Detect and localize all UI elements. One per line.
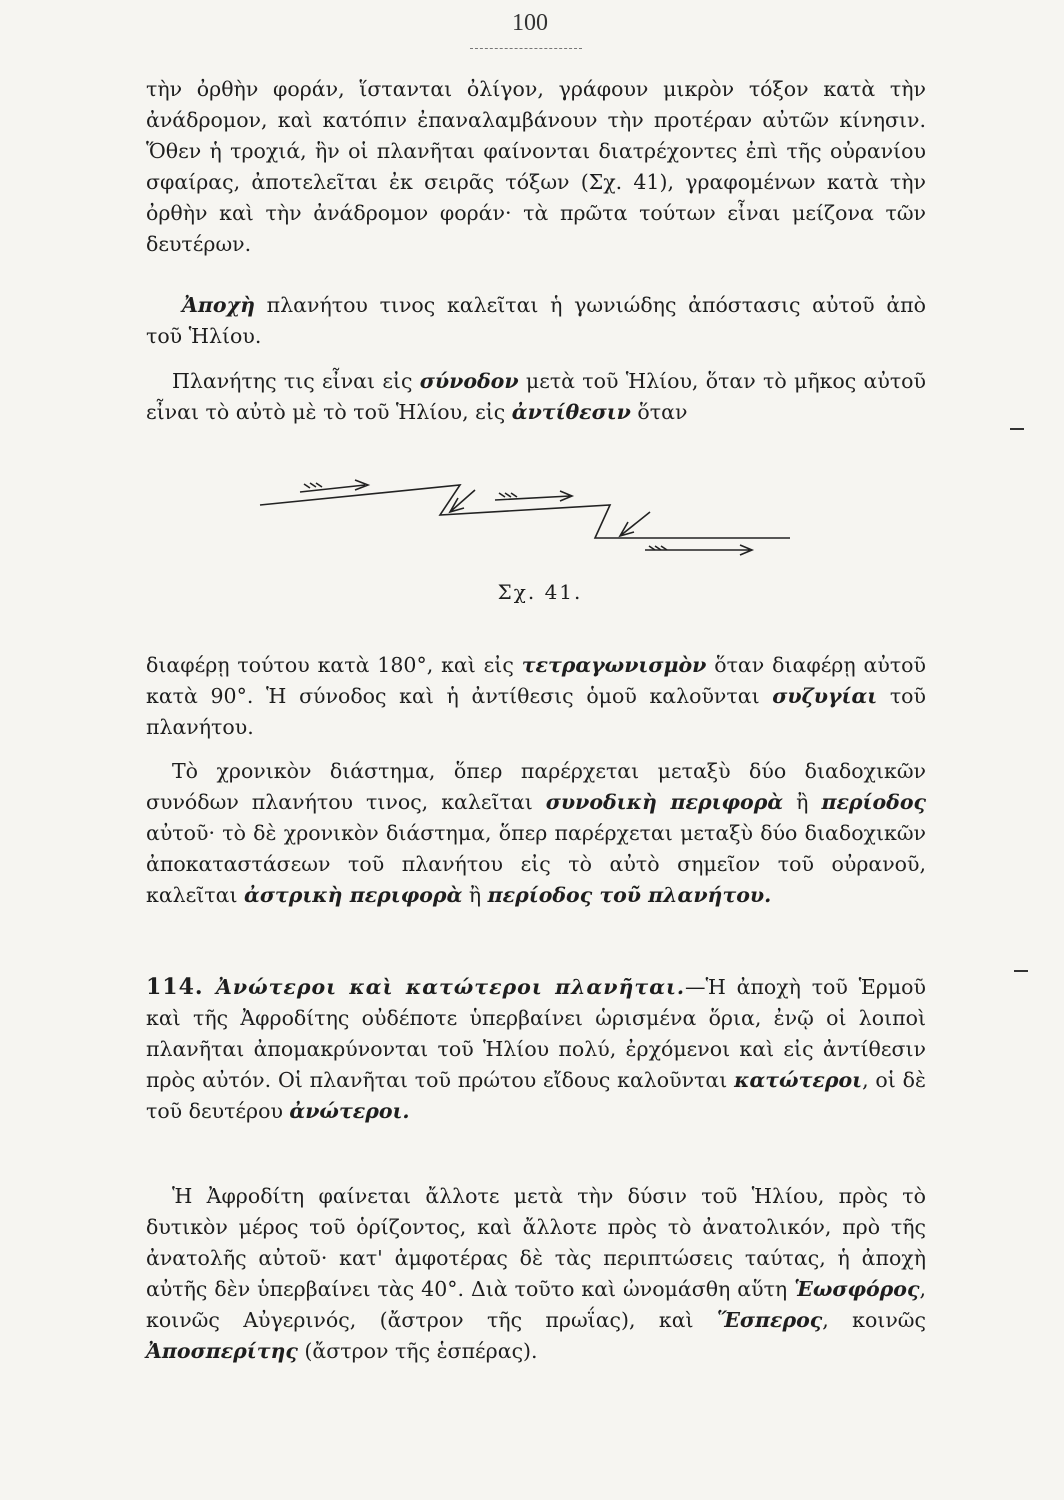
paragraph-elongation-definition — [146, 290, 926, 352]
term-eosphoros: Ἑωσφόρος — [794, 1277, 920, 1301]
paragraph-text: διαφέρῃ τούτου κατὰ 180°, καὶ εἰς — [146, 653, 522, 677]
paragraph-text: Τὸ χρονικὸν διάστημα, ὅπερ παρέρχεται μεταξὺ δύο διαδοχικῶν συνόδων πλανήτου τινος, καλεῖται — [146, 759, 926, 814]
paragraph-text: —Ἡ ἀποχὴ τοῦ Ἑρμοῦ καὶ τῆς Ἀφροδίτης οὐδέποτε ὑπερβαίνει ὡρισμένα ὅρια, ἐνῷ οἱ λοιποὶ πλανῆται ἀπομακρύνονται τοῦ Ἡλίου πολύ, ἐρχόμενοι καὶ εἰς ἀντίθεσιν πρὸς αὐτόν. Οἱ πλανῆται τοῦ πρώτου εἴδους καλοῦνται — [146, 975, 926, 1092]
header-rule — [470, 48, 582, 49]
paragraph-quadrature-syzygy — [146, 650, 926, 743]
term-planet-period: περίοδος τοῦ πλανήτου. — [487, 883, 772, 907]
paragraph-text: (ἄστρον τῆς ἑσπέρας). — [297, 1339, 538, 1363]
direction-arrow — [300, 480, 368, 492]
retrograde-path-diagram — [250, 470, 810, 570]
paragraph-retrograde-motion — [146, 74, 926, 260]
paragraph-text: τοῦ πλανήτου. — [146, 684, 926, 739]
term-sidereal-revolution: ἀστρικὴ περιφορὰ — [244, 883, 463, 907]
page-number: 100 — [512, 10, 548, 36]
paragraph-text: αὐτοῦ· τὸ δὲ χρονικὸν διάστημα, ὅπερ παρέρχεται μεταξὺ δύο διαδοχικῶν ἀποκαταστάσεων τοῦ πλανήτου εἰς τὸ αὐτὸ σημεῖον τοῦ οὐρανοῦ, καλεῖται — [146, 821, 926, 907]
paragraph-conjunction-definition — [146, 366, 926, 428]
term-syzygies: συζυγίαι — [772, 684, 878, 708]
margin-mark — [1010, 428, 1024, 430]
paragraph-venus — [146, 1181, 926, 1367]
paragraph-synodic-sidereal-period — [146, 756, 926, 911]
paragraph-text: τὴν ὀρθὴν φοράν, ἵστανται ὀλίγον, γράφουν μικρὸν τόξον κατὰ τὴν ἀνάδρομον, καὶ κατόπιν ἐπαναλαμβάνουν τὴν προτέραν αὐτῶν κίνησιν. Ὅθεν ἡ τροχιά, ἣν οἱ πλανῆται φαίνονται διατρέχοντες ἐπὶ τῆς οὐρανίου σφαίρας, ἀποτελεῖται ἐκ σειρᾶς τόξων (Σχ. 41), γραφομένων κατὰ τὴν ὀρθὴν καὶ τὴν ἀνάδρομον φοράν· τὰ πρῶτα τούτων εἶναι μείζονα τῶν δευτέρων. — [146, 77, 926, 256]
arrow-fletching — [499, 493, 517, 497]
paragraph-text: πλανήτου τινος καλεῖται ἡ γωνιώδης ἀπόστασις αὐτοῦ ἀπὸ τοῦ Ἡλίου. — [146, 293, 926, 348]
section-title: Ἀνώτεροι καὶ κατώτεροι πλανῆται. — [203, 975, 686, 999]
direction-arrow — [495, 491, 572, 501]
retrograde-arrow — [620, 512, 650, 536]
term-elongation: Ἀποχὴ — [182, 293, 255, 317]
paragraph-text: , κοινῶς — [822, 1308, 926, 1332]
section-number: 114. — [146, 974, 204, 1000]
term-quadrature: τετραγωνισμὸν — [521, 653, 707, 677]
paragraph-text: ὅταν διαφέρῃ αὐτοῦ κατὰ 90°. Ἡ σύνοδος καὶ ἡ ἀντίθεσις ὁμοῦ καλοῦνται — [146, 653, 926, 708]
paragraph-text: , κοινῶς Αὐγερινός, (ἄστρον τῆς πρωΐας), καὶ — [146, 1277, 926, 1332]
section-114-superior-inferior-planets — [146, 972, 926, 1127]
paragraph-text: ὅταν — [630, 400, 688, 424]
term-inferior: κατώτεροι — [734, 1068, 863, 1092]
margin-mark — [1014, 970, 1028, 972]
arrow-fletching — [304, 483, 322, 488]
term-hesperos: Ἕσπερος — [716, 1308, 823, 1332]
paragraph-text: μετὰ τοῦ Ἡλίου, ὅταν τὸ μῆκος αὐτοῦ εἶναι τὸ αὐτὸ μὲ τὸ τοῦ Ἡλίου, εἰς — [146, 369, 926, 424]
figure-41-retrograde-arcs — [250, 470, 810, 570]
paragraph-text: , οἱ δὲ τοῦ δευτέρου — [146, 1068, 926, 1123]
figure-caption: Σχ. 41. — [497, 580, 583, 604]
term-superior: ἀνώτεροι. — [289, 1099, 410, 1123]
term-opposition: ἀντίθεσιν — [511, 400, 631, 424]
term-conjunction: σύνοδον — [419, 369, 519, 393]
paragraph-text: Ἡ Ἀφροδίτη φαίνεται ἄλλοτε μετὰ τὴν δύσιν τοῦ Ἡλίου, πρὸς τὸ δυτικὸν μέρος τοῦ ὁρίζοντος, καὶ ἄλλοτε πρὸς τὸ ἀνατολικόν, πρὸ τῆς ἀνατολῆς αὐτοῦ· κατ' ἀμφοτέρας δὲ τὰς περιπτώσεις ταύτας, ἡ ἀποχὴ αὐτῆς δὲν ὑπερβαίνει τὰς 40°. Διὰ τοῦτο καὶ ὠνομάσθη αὕτη — [146, 1184, 926, 1301]
zigzag-path — [260, 485, 790, 538]
term-apusperitis: Ἀποσπερίτης — [146, 1339, 298, 1363]
term-synodic-revolution: συνοδικὴ περιφορὰ — [545, 790, 784, 814]
paragraph-text: ἢ — [462, 883, 488, 907]
paragraph-text: Πλανήτης τις εἶναι εἰς — [172, 369, 420, 393]
paragraph-text: ἢ — [783, 790, 822, 814]
term-period: περίοδος — [821, 790, 926, 814]
